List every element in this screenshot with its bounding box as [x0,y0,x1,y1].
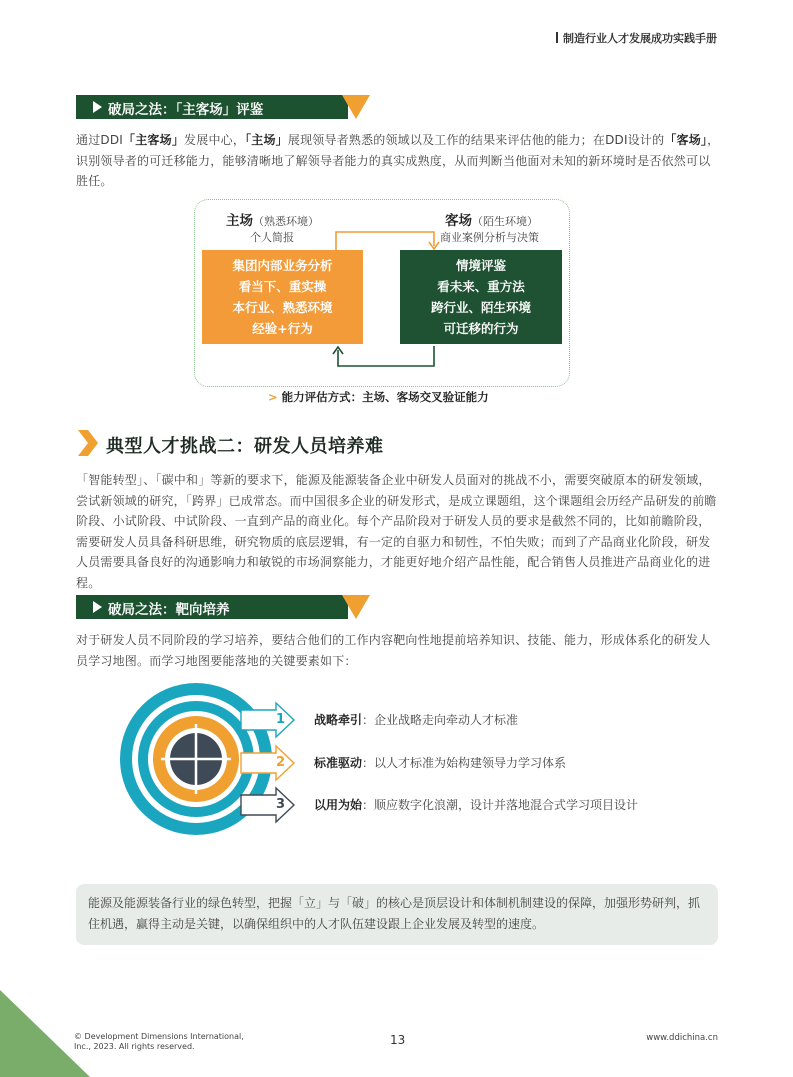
home-title: 主场（熟悉环境） [226,213,319,229]
key-element-standard: 标准驱动：以人才标准为始构建领导力学习体系 [314,756,567,770]
away-subtitle: 商业案例分析与决策 [440,231,539,244]
page-number: 13 [390,1033,406,1047]
evaluation-method-caption: > 能力评估方式：主场、客场交叉验证能力 [268,390,489,404]
section-banner-home-away [76,95,371,119]
section-banner-targeted-training [76,595,371,619]
summary-callout-text: 能源及能源装备行业的绿色转型，把握「立」与「破」的核心是顶层设计和体制机制建设的保障，加强形势研判，抓住机遇，赢得主动是关键，以确保组织中的人才队伍建设跟上企业发展及转型的速度。 [88,896,701,931]
item-number-3: 3 [276,797,286,812]
banner-label: 破局之法：「主客场」评鉴 [108,102,264,118]
footer-website-link[interactable]: www.ddichina.cn [646,1033,718,1043]
chevron-right-icon [76,428,100,458]
item-number-2: 2 [276,755,286,770]
away-title: 客场（陌生环境） [445,213,538,229]
home-characteristics-box: 集团内部业务分析 看当下、重实操 本行业、熟悉环境 经验+行为 [202,250,363,344]
chevron-right-icon: > [268,390,278,404]
target-item-arrows [240,700,310,825]
away-characteristics-box: 情境评鉴 看未来、重方法 跨行业、陌生环境 可迁移的行为 [400,250,562,344]
banner-label: 破局之法：靶向培养 [108,602,230,618]
document-header-title: 制造行业人才发展成功实践手册 [556,30,717,46]
play-triangle-icon [93,101,102,113]
item-number-1: 1 [276,712,286,727]
section-heading-rd-talent: 典型人才挑战二：研发人员培养难 [106,436,384,457]
play-triangle-icon [93,601,102,613]
home-away-paragraph: 通过DDI「主客场」发展中心，「主场」展现领导者熟悉的领域以及工作的结果来评估他的能力；在DDI设计的「客场」，识别领导者的可迁移能力，能够清晰地了解领导者能力的真实成熟度，从而判断当他面对未知的新环境时是否依然可以胜任。 [76,133,720,188]
home-subtitle: 个人简报 [250,231,294,244]
targeted-training-paragraph: 对于研发人员不同阶段的学习培养，要结合他们的工作内容靶向性地提前培养知识、技能、能力，形成体系化的研发人员学习地图。而学习地图要能落地的关键要素如下： [76,633,711,668]
key-element-application: 以用为始：顺应数字化浪潮，设计并落地混合式学习项目设计 [314,798,639,812]
key-element-strategy: 战略牵引：企业战略走向牵动人才标准 [314,713,519,727]
footer-copyright: © Development Dimensions International, Inc., 2023. All rights reserved. [74,1032,244,1051]
rd-challenge-paragraph: 「智能转型」、「碳中和」等新的要求下，能源及能源装备企业中研发人员面对的挑战不小，需要突破原本的研发领域，尝试新领域的研究，「跨界」已成常态。而中国很多企业的研发形式，是成立课题组，这个课题组会历经产品研发的前瞻阶段、小试阶段、中试阶段、一直到产品的商业化。每个产品阶段对于研发人员的要求是截然不同的，比如前瞻阶段，需要研发人员具备科研思维，研究物质的底层逻辑，有一定的自驱力和韧性，不怕失败；而到了产品商业化阶段，研发人员需要具备良好的沟通影响力和敏锐的市场洞察能力，才能更好地介绍产品性能，配合销售人员推进产品商业化的进程。 [76,473,717,590]
